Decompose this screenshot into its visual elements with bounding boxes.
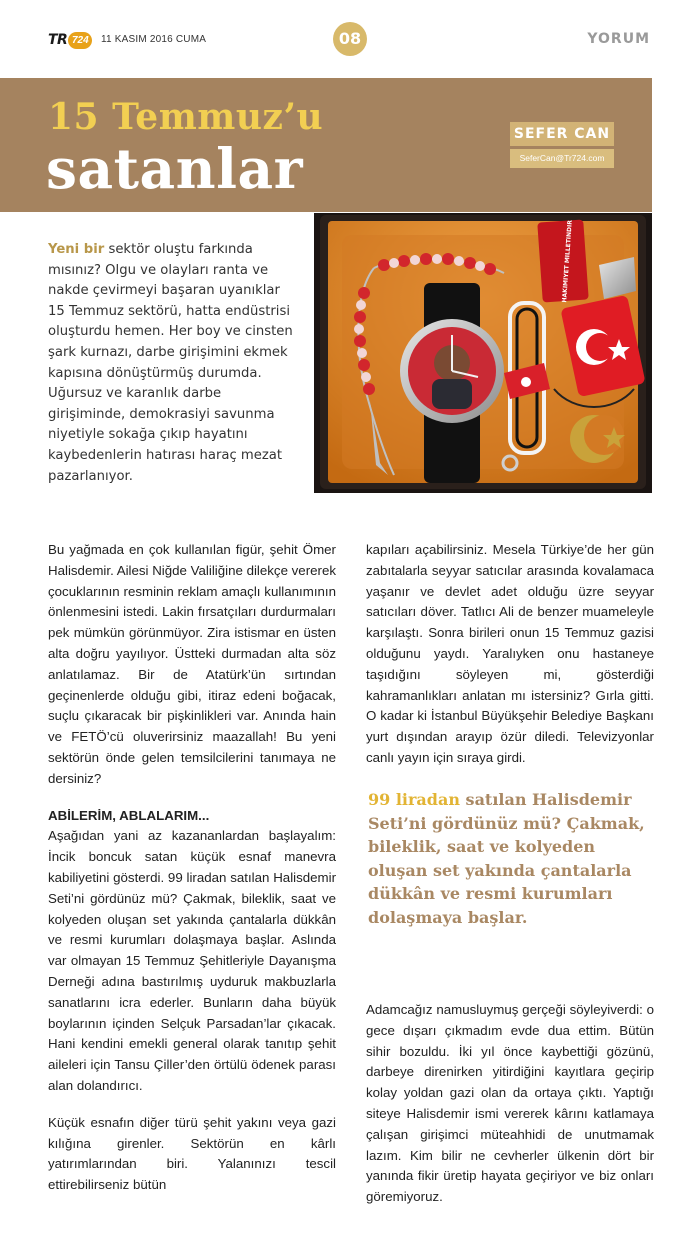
paragraph: Bu yağmada en çok kullanılan figür, şehit Ömer Halisdemir. Ailesi Niğde Valiliğine dilekçe vererek çocuklarının resminin reklam amaçlı kullanımının önlenmesini istedi. Lakin fırsatçıları durdurmaları pek mümkün görünmüyor. Zira istismar en üsten alta doğru yayılıyor. Üstteki durmadan alta söz anlatılamaz. Bir de Atatürk’ün sırtından geçinenlerde olduğu gibi, itiraz edeni boğacak, suçlu çıkaracak bir pişkinlikleri var. Anında hain ve FETÖ’cü oluverirsiniz maazallah! Bu yeni sektörün önde gelen temsilcilerini tanımaya ne dersiniz? [48,542,336,786]
halisdemir-set-photo [314,213,652,493]
article-title-line1: 15 Temmuz’u [48,96,324,138]
article-column-2 [366,540,654,769]
subheading: ABİLERİM, ABLALARIM... [48,807,210,823]
article-column-2-continued [366,1000,654,1208]
pull-quote-text: satılan Halisdemir Seti’ni gördünüz mü? Çakmak, bileklik, saat ve kolyeden oluşan set yakında çantalarla dükkân ve resmi kurumları dolaşmaya başlar. [368,790,645,927]
issue-date: 11 KASIM 2016 CUMA [101,34,207,45]
section-label: YORUM [587,31,650,47]
paragraph: Küçük esnafın diğer türü şehit yakını veya gazi kılığına girenler. Sektörün en kârlı yatırımlarından biri. Yalanınızı tescil ettirebilirseniz bütün [48,1114,336,1193]
pull-quote-highlight: 99 liradan [368,790,460,809]
intro-lead: Yeni bir [48,242,105,257]
photo-box-label: HAKIMIYET MILLETINDIR [561,219,574,303]
author-email[interactable]: SeferCan@Tr724.com [510,149,614,168]
page-header [0,0,700,78]
article-title-line2: satanlar [46,136,304,201]
logo-text: TR [48,32,68,48]
tr724-logo [48,30,92,50]
paragraph: kapıları açabilirsiniz. Mesela Türkiye’de her gün zabıtalarla seyyar satıcılar arasında kovalamaca yaşanır ve devlet adet olduğu üzre seyyar satıcıları döver. Tatlıcı Ali de benzer muameleyle karşılaştı. Sonra birileri onun 15 Temmuz gazisi olduğunu yaydı. Yaralıyken onu hastaneye taşıdığını söyleyen mi, gösterdiği kahramanlıkları anlatan mı istersiniz? Gırla gitti. O kadar ki İstanbul Büyükşehir Belediye Başkanı yurt dışından arayıp özür diledi. Televizyonlar canlı yayın için sıraya girdi. [366,542,654,765]
pull-quote [368,788,658,929]
paragraph: Aşağıdan yani az kazananlardan başlayalım: İncik boncuk satan küçük esnaf manevra kabiliyetini gösterdi. 99 liradan satılan Halisdemir Seti’ni gördünüz mü? Çakmak, bileklik, saat ve kolyeden oluşan set yakında çantalarla dükkân ve resmi kurumları dolaşmaya başlar. Aslında var olmayan 15 Temmuz Şehitleriyle Dayanışma Derneği adına bastırılmış uyduruk makbuzlarla sanatlarını icra ederler. Bunların daha büyük boylarının içinden Selçuk Parsadan’lar çıkacak. Hani kendini emekli general olarak tanıtıp şehit aileleri için Tansu Çiller’den örtülü ödenek parası alan dolandırıcı. [48,828,336,1093]
article-column-1 [48,540,336,1196]
logo-badge: 724 [68,32,92,49]
intro-text: sektör oluştu farkında mısınız? Olgu ve olayları ranta ve nakde çevirmeyi başaran uyanıklar 15 Temmuz sektörü, hatta endüstrisi oluşturdu hemen. Her boy ve cinsten şark kurnazı, darbe girişimini ekmek kapısına dönüştürmüş durumda. Uğursuz ve karanlık darbe girişiminde, demokrasiyi savunma niyetiyle sokağa çıkıp hayatını kaybedenlerin hatırası haraç mezat pazarlanıyor. [48,242,293,484]
lighter-icon [537,219,588,302]
author-name: SEFER CAN [510,122,614,146]
article-intro [48,240,300,487]
paragraph: Adamcağız namusluymuş gerçeği söyleyiverdi: o gece dışarı çıkmadım evde dua ettim. Bütün sihir bozuldu. İki yıl önce kaybettiği gözünü, darbeye direnirken yitirdiğini kayıtlara geçirip kolay yoldan gazi olan da ortaya çıktı. Yaptığı siteye Halisdemir ismi vererek kârını katlamaya çalışan girişimci müteahhidi de unutmamak lazım. Kim bilir ne cevherler ülkenin dört bir yanında fikir üretip hayata geçiriyor ve biz onları göremiyoruz. [366,1002,654,1205]
page-number: 08 [333,22,367,56]
